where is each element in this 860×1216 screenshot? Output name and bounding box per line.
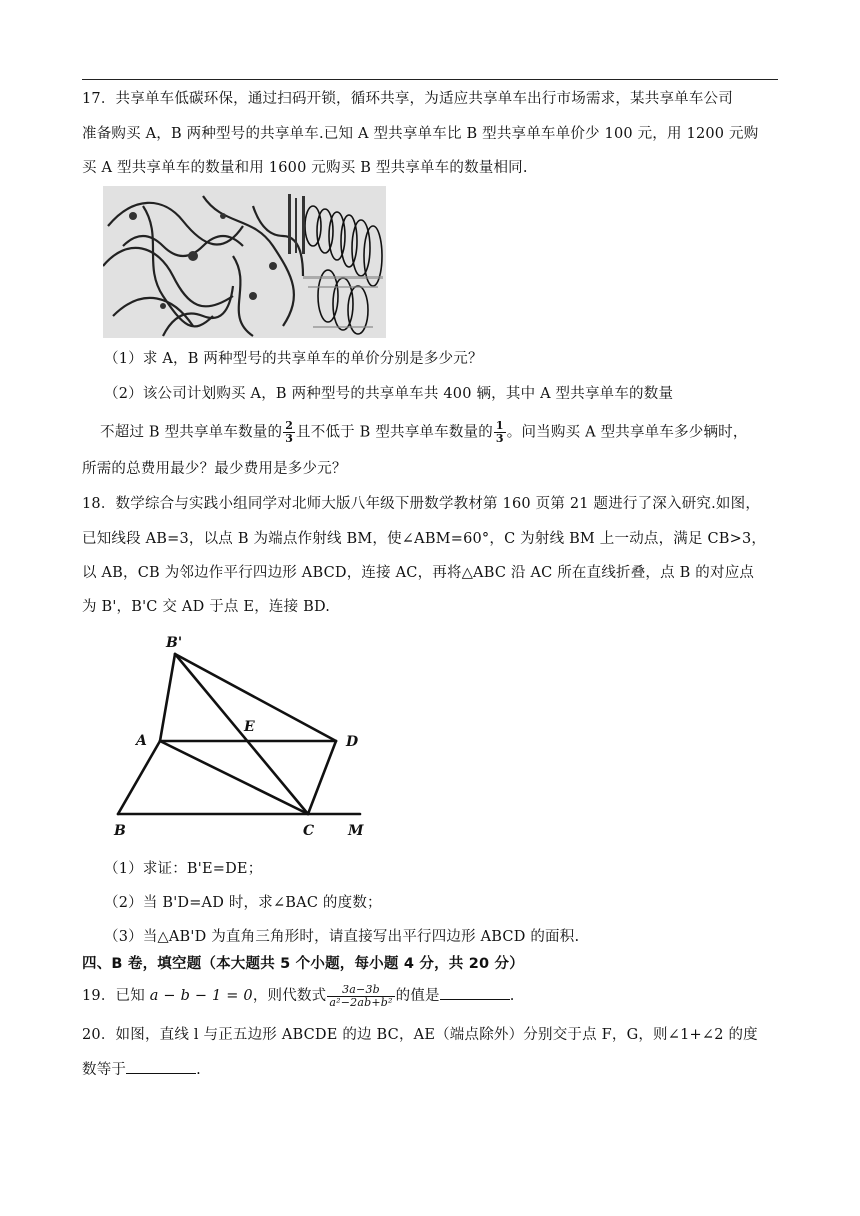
segment-bp-a — [160, 654, 175, 741]
fraction-one-third: $\frac{1}{3}$ — [495, 419, 504, 445]
q20-line-1: 20．如图，直线 l 与正五边形 ABCDE 的边 BC，AE（端点除外）分别交于点 F，G，则∠1+∠2 的度 — [82, 1027, 758, 1043]
fraction-two-thirds: $\frac{2}{3}$ — [285, 419, 294, 445]
q20-end: . — [196, 1062, 201, 1078]
q17-text-c: 。问当购买 A 型共享单车多少辆时， — [506, 424, 748, 441]
q20-line-2 — [82, 1059, 782, 1080]
segment-cd — [308, 741, 336, 814]
q17-part-2-continued — [100, 420, 800, 445]
q19-answer-blank[interactable] — [440, 985, 510, 1000]
parallelogram-fold-figure — [108, 630, 368, 840]
q18-line-4: 为 B'，B'C 交 AD 于点 E，连接 BD. — [82, 599, 331, 615]
q17-part-2: （2）该公司计划购买 A，B 两种型号的共享单车共 400 辆，其中 A 型共享单车的数量 — [104, 386, 674, 402]
label-c: C — [303, 823, 315, 839]
q20-text: 数等于 — [82, 1062, 127, 1078]
segment-ac — [160, 741, 308, 814]
label-b-prime: B' — [166, 635, 183, 651]
q19-suffix: 的值是 — [395, 988, 440, 1004]
q18-line-3: 以 AB，CB 为邻边作平行四边形 ABCD，连接 AC，再将△ABC 沿 AC 所在直线折叠，点 B 的对应点 — [82, 565, 755, 581]
q18-part-3: （3）当△AB'D 为直角三角形时，请直接写出平行四边形 ABCD 的面积. — [104, 929, 580, 945]
q18-line-2: 已知线段 AB=3，以点 B 为端点作射线 BM，使∠ABM=60°，C 为射线 BM 上一动点，满足 CB>3， — [82, 531, 767, 547]
q19-mid: ，则代数式 — [252, 988, 327, 1004]
segment-bp-c — [175, 654, 308, 814]
q17-text-b: 且不低于 B 型共享单车数量的 — [296, 424, 493, 441]
label-d: D — [346, 734, 359, 750]
q19-prefix: 19．已知 — [82, 988, 150, 1004]
q17-line-3: 买 A 型共享单车的数量和用 1600 元购买 B 型共享单车的数量相同. — [82, 160, 528, 176]
segment-bp-d — [175, 654, 336, 741]
q17-part-1: （1）求 A，B 两种型号的共享单车的单价分别是多少元？ — [104, 351, 483, 367]
header-rule — [82, 79, 778, 80]
label-a: A — [136, 733, 147, 749]
segment-ab — [118, 741, 160, 814]
label-e: E — [244, 719, 255, 735]
bike-photo-image — [103, 186, 386, 338]
q18-line-1: 18．数学综合与实践小组同学对北师大版八年级下册数学教材第 160 页第 21 题进行了深入研究.如图， — [82, 496, 761, 512]
q17-text-a: 不超过 B 型共享单车数量的 — [100, 424, 283, 441]
q19-line — [82, 983, 782, 1009]
q17-line-2: 准备购买 A，B 两种型号的共享单车.已知 A 型共享单车比 B 型共享单车单价少 100 元，用 1200 元购 — [82, 126, 759, 142]
q20-answer-blank[interactable] — [126, 1059, 196, 1074]
q19-fraction: $\frac{3a-3b}{\text{a²−2ab+b²}}$ — [329, 982, 393, 1009]
q17-line-1: 17．共享单车低碳环保，通过扫码开锁，循环共享，为适应共享单车出行市场需求，某共享单车公司 — [82, 91, 733, 107]
q17-part-2-last-line: 所需的总费用最少？最少费用是多少元？ — [82, 461, 347, 477]
label-m: M — [348, 823, 364, 839]
q19-end: . — [509, 988, 515, 1004]
q19-condition: a − b − 1 = 0 — [149, 988, 253, 1004]
q18-part-1: （1）求证：B'E=DE； — [104, 861, 263, 877]
q18-part-2: （2）当 B'D=AD 时，求∠BAC 的度数； — [104, 895, 382, 911]
label-b: B — [114, 823, 126, 839]
section-heading: 四、B 卷，填空题（本大题共 5 个小题，每小题 4 分，共 20 分） — [82, 956, 524, 972]
